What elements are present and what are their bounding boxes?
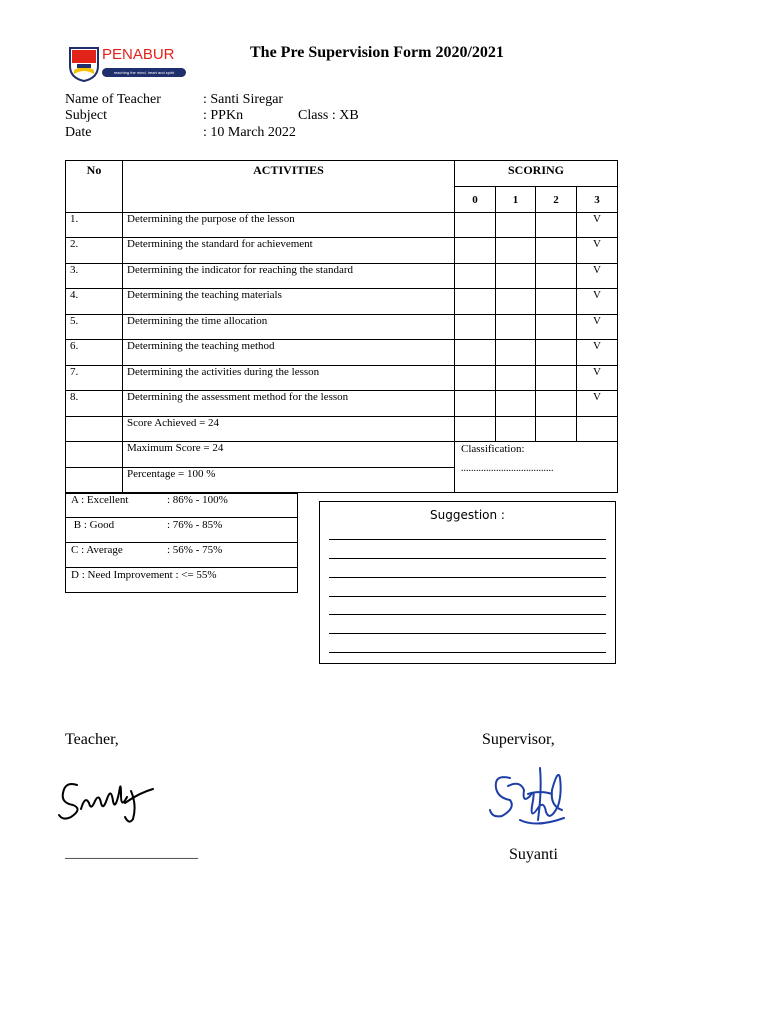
legend-range: : 56% - 75%: [167, 544, 223, 556]
classification-value[interactable]: .....................................: [461, 463, 554, 474]
activities-table: [65, 160, 618, 493]
score-achieved: Score Achieved = 24: [123, 417, 455, 442]
legend-grade: A : Excellent: [71, 494, 129, 506]
score-cell[interactable]: [496, 238, 536, 264]
score-cell[interactable]: [455, 391, 496, 417]
col-scoring-header: SCORING: [455, 161, 618, 187]
row-activity: Determining the assessment method for the lesson: [123, 391, 455, 417]
percentage: Percentage = 100 %: [123, 468, 455, 493]
legend-top-border: [65, 493, 298, 494]
class-value: Class : XB: [298, 108, 359, 123]
table-row: [66, 366, 618, 391]
legend-grade: C : Average: [71, 544, 123, 556]
table-row: [66, 289, 618, 315]
penabur-logo: [68, 46, 188, 86]
teacher-value: : Santi Siregar: [203, 92, 284, 107]
date-label: Date: [65, 125, 92, 140]
row-activity: Determining the time allocation: [123, 315, 455, 340]
score-cell[interactable]: [455, 264, 496, 289]
score-cell[interactable]: [536, 264, 577, 289]
table-row: [66, 340, 618, 366]
row-activity: Determining the standard for achievement: [123, 238, 455, 264]
teacher-signature-line: ___________________: [65, 846, 198, 861]
page-title: The Pre Supervision Form 2020/2021: [250, 44, 504, 61]
row-no: 7.: [66, 366, 123, 391]
legend-item: [65, 518, 298, 543]
date-value: : 10 March 2022: [203, 125, 296, 140]
row-activity: Determining the indicator for reaching the standard: [123, 264, 455, 289]
score-cell[interactable]: [455, 238, 496, 264]
suggestion-line: [329, 596, 606, 597]
score-2-header: 2: [536, 187, 577, 213]
score-cell[interactable]: [536, 238, 577, 264]
score-mark[interactable]: V: [577, 213, 618, 238]
row-activity: Determining the purpose of the lesson: [123, 213, 455, 238]
subject-value: : PPKn: [203, 108, 244, 123]
score-cell[interactable]: [496, 315, 536, 340]
legend-item: [65, 543, 298, 568]
score-cell[interactable]: [496, 264, 536, 289]
table-row: [66, 264, 618, 289]
teacher-label: Name of Teacher: [65, 92, 161, 107]
suggestion-line: [329, 614, 606, 615]
supervisor-signature-label: Supervisor,: [482, 731, 555, 748]
legend-range: : 86% - 100%: [167, 494, 228, 506]
logo-name: PENABUR: [102, 46, 175, 63]
legend-grade: B : Good: [71, 519, 115, 531]
score-mark[interactable]: V: [577, 315, 618, 340]
row-activity: Determining the teaching method: [123, 340, 455, 366]
row-no: 3.: [66, 264, 123, 289]
suggestion-box[interactable]: [319, 501, 616, 664]
col-no-header: No: [66, 161, 123, 213]
maximum-score: Maximum Score = 24: [123, 442, 455, 468]
table-row: [66, 315, 618, 340]
score-cell[interactable]: [496, 213, 536, 238]
score-mark[interactable]: V: [577, 366, 618, 391]
score-cell[interactable]: [496, 289, 536, 315]
score-cell[interactable]: [455, 366, 496, 391]
score-mark[interactable]: V: [577, 391, 618, 417]
legend-grade: D : Need Improvement : <= 55%: [71, 569, 217, 581]
row-no: 6.: [66, 340, 123, 366]
score-mark[interactable]: V: [577, 289, 618, 315]
row-no: 1.: [66, 213, 123, 238]
score-cell[interactable]: [455, 213, 496, 238]
row-no: 2.: [66, 238, 123, 264]
score-cell[interactable]: [536, 391, 577, 417]
score-1-header: 1: [496, 187, 536, 213]
teacher-signature: [55, 765, 165, 825]
logo-tagline: reaching the mind, heart and spirit: [102, 68, 186, 77]
suggestion-title: Suggestion :: [430, 508, 505, 522]
classification-cell: [455, 442, 618, 493]
score-cell[interactable]: [496, 340, 536, 366]
classification-label: Classification:: [461, 443, 525, 455]
grade-legend: [65, 493, 298, 593]
shield-icon: [68, 46, 100, 82]
subject-label: Subject: [65, 108, 107, 123]
supervisor-name: Suyanti: [509, 846, 558, 863]
suggestion-line: [329, 539, 606, 540]
suggestion-line: [329, 633, 606, 634]
score-cell[interactable]: [455, 340, 496, 366]
supervisor-signature: [480, 760, 575, 835]
row-activity: Determining the activities during the lesson: [123, 366, 455, 391]
row-no: 8.: [66, 391, 123, 417]
score-cell[interactable]: [536, 315, 577, 340]
score-cell[interactable]: [455, 315, 496, 340]
table-row: [66, 391, 618, 417]
legend-range: : 76% - 85%: [167, 519, 223, 531]
score-mark[interactable]: V: [577, 340, 618, 366]
legend-item: [65, 493, 298, 518]
col-activities-header: ACTIVITIES: [123, 161, 455, 213]
score-3-header: 3: [577, 187, 618, 213]
score-mark[interactable]: V: [577, 238, 618, 264]
row-activity: Determining the teaching materials: [123, 289, 455, 315]
legend-item: [65, 568, 298, 593]
row-no: 4.: [66, 289, 123, 315]
score-cell[interactable]: [536, 340, 577, 366]
summary-row: [66, 417, 618, 442]
table-row: [66, 238, 618, 264]
score-mark[interactable]: V: [577, 264, 618, 289]
suggestion-line: [329, 558, 606, 559]
table-row: [66, 213, 618, 238]
score-cell[interactable]: [536, 213, 577, 238]
teacher-signature-label: Teacher,: [65, 731, 119, 748]
suggestion-line: [329, 577, 606, 578]
score-cell[interactable]: [536, 289, 577, 315]
score-cell[interactable]: [536, 366, 577, 391]
score-0-header: 0: [455, 187, 496, 213]
score-cell[interactable]: [496, 391, 536, 417]
row-no: 5.: [66, 315, 123, 340]
score-cell[interactable]: [455, 289, 496, 315]
suggestion-line: [329, 652, 606, 653]
score-cell[interactable]: [496, 366, 536, 391]
summary-row: [66, 442, 618, 468]
